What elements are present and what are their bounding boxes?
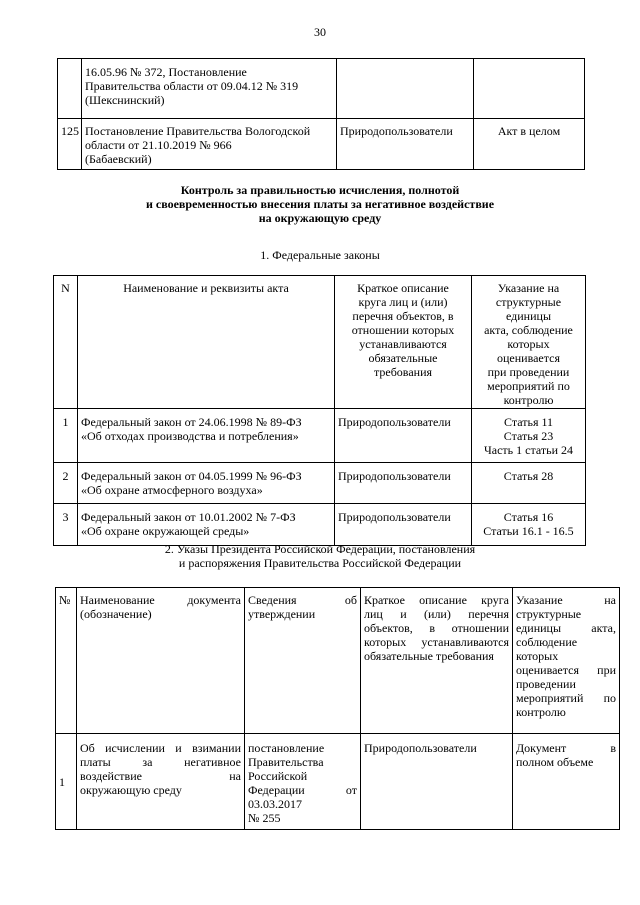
top-table [57, 58, 585, 170]
header-num: N [54, 276, 78, 409]
header-act: Наименование и реквизиты акта [78, 276, 335, 409]
table-row [54, 463, 586, 504]
units-cell [472, 409, 586, 463]
approval-line: 03.03.2017 [248, 797, 302, 811]
title-line: и распоряжения Правительства Российской Федерации [178, 556, 462, 570]
act-line: Федеральный закон от 24.06.1998 № 89-ФЗ [81, 415, 302, 429]
header-circle [361, 588, 513, 734]
name-cell [77, 734, 245, 830]
units-line: Документ в [516, 741, 616, 755]
name-line: Об исчислении и взимании [80, 741, 241, 755]
header-line: соблюдение [516, 635, 578, 649]
header-line: круга лиц и (или) [358, 295, 448, 309]
act-line: «Об охране атмосферного воздуха» [81, 483, 263, 497]
header-line: мероприятий по [516, 691, 616, 705]
units-line: Статья 23 [503, 429, 554, 443]
section1-title: 1. Федеральные законы [260, 248, 380, 262]
header-line: обязательные требования [364, 649, 494, 663]
header-line: объектов, в отношении [364, 621, 509, 635]
circle-cell: Природопользователи [361, 734, 513, 830]
table-row [58, 59, 585, 119]
act-line: Федеральный закон от 04.05.1999 № 96-ФЗ [81, 469, 302, 483]
header-line: (обозначение) [80, 607, 152, 621]
header-line: Указание на [497, 281, 560, 295]
circle-cell: Природопользователи [335, 504, 472, 546]
header-line: Указание на [516, 593, 616, 607]
header-units [472, 276, 586, 409]
header-line: единицы акта, [516, 621, 616, 635]
header-line: контролю [516, 705, 566, 719]
row-number: 2 [54, 463, 78, 504]
header-line: лиц и (или) перечня [364, 607, 509, 621]
circle-cell: Природопользователи [337, 119, 474, 170]
act-line: области от 21.10.2019 № 966 [85, 138, 232, 152]
section-heading [0, 183, 640, 225]
units-cell [472, 463, 586, 504]
header-line: обязательные [368, 351, 438, 365]
header-units [513, 588, 620, 734]
heading-line: на окружающую среду [258, 211, 382, 225]
row-number [58, 59, 82, 119]
approval-line: Российской [248, 769, 308, 783]
approval-line: Правительства [248, 755, 324, 769]
act-cell [78, 463, 335, 504]
act-cell [78, 504, 335, 546]
page-number: 30 [314, 25, 326, 39]
header-circle [335, 276, 472, 409]
title-line: 2. Указы Президента Российской Федерации, постановления [164, 542, 476, 556]
header-name [77, 588, 245, 734]
header-line: при проведении [487, 365, 570, 379]
header-line: отношении которых [351, 323, 455, 337]
act-line: (Бабаевский) [85, 152, 152, 166]
act-line: Правительства области от 09.04.12 № 319 [85, 79, 299, 93]
act-line: Постановление Правительства Вологодской [85, 124, 311, 138]
act-line: (Шекснинский) [85, 93, 165, 107]
header-line: контролю [503, 393, 554, 407]
header-line: структурные [516, 607, 582, 621]
header-num: № [56, 588, 77, 734]
circle-cell: Природопользователи [335, 409, 472, 463]
act-cell [82, 119, 337, 170]
header-line: которых [516, 649, 559, 663]
header-line: требования [373, 365, 433, 379]
header-line: которых устанавливаются [364, 635, 509, 649]
row-number-text: 1 [59, 774, 65, 789]
header-line: оценивается при [516, 663, 616, 677]
federal-laws-table [53, 275, 586, 546]
approval-line: постановление [248, 741, 325, 755]
header-line: Краткое описание [357, 281, 449, 295]
name-line: платы за негативное [80, 755, 241, 769]
heading-line: Контроль за правильностью исчисления, полнотой [180, 183, 460, 197]
header-line: перечня объектов, в [352, 309, 454, 323]
units-cell [513, 734, 620, 830]
header-line: утверждении [248, 607, 316, 621]
header-line: которых оценивается [497, 337, 560, 365]
header-line: Сведения об [248, 593, 357, 607]
circle-cell: Природопользователи [335, 463, 472, 504]
name-line: окружающую среду [80, 783, 182, 797]
row-number: 1 [54, 409, 78, 463]
act-line: «Об отходах производства и потребления» [81, 429, 299, 443]
approval-cell [245, 734, 361, 830]
table-row [56, 734, 620, 830]
header-line: Краткое описание круга [364, 593, 509, 607]
section2-title [0, 542, 640, 570]
units-line: Статья 28 [503, 469, 554, 483]
table-row [58, 119, 585, 170]
act-cell [78, 409, 335, 463]
act-line: «Об охране окружающей среды» [81, 524, 250, 538]
units-line: Статьи 16.1 - 16.5 [483, 524, 574, 538]
table-row [54, 409, 586, 463]
header-line: устанавливаются [359, 337, 447, 351]
units-line: Часть 1 статьи 24 [483, 443, 574, 457]
act-line: Федеральный закон от 10.01.2002 № 7-ФЗ [81, 510, 296, 524]
act-cell [82, 59, 337, 119]
header-line: мероприятий по [487, 379, 570, 393]
units-line: Статья 16 [503, 510, 554, 524]
circle-cell [337, 59, 474, 119]
units-line: Статья 11 [503, 415, 554, 429]
table-header-row [54, 276, 586, 409]
heading-line: и своевременностью внесения платы за негативное воздействие [145, 197, 495, 211]
name-line: воздействие на [80, 769, 241, 783]
approval-line: № 255 [248, 811, 281, 825]
table-row [54, 504, 586, 546]
act-line: 16.05.96 № 372, Постановление [85, 65, 247, 79]
header-line: проведении [516, 677, 576, 691]
table-header-row [56, 588, 620, 734]
header-line: акта, соблюдение [484, 323, 573, 337]
row-number: 3 [54, 504, 78, 546]
units-cell [474, 59, 585, 119]
units-line: полном объеме [516, 755, 594, 769]
header-approval [245, 588, 361, 734]
decrees-table [55, 587, 620, 830]
units-cell: Акт в целом [474, 119, 585, 170]
approval-line: Федерации от [248, 783, 357, 797]
units-cell [472, 504, 586, 546]
row-number [56, 734, 77, 830]
row-number: 125 [58, 119, 82, 170]
header-line: Наименование документа [80, 593, 241, 607]
header-line: структурные единицы [495, 295, 562, 323]
